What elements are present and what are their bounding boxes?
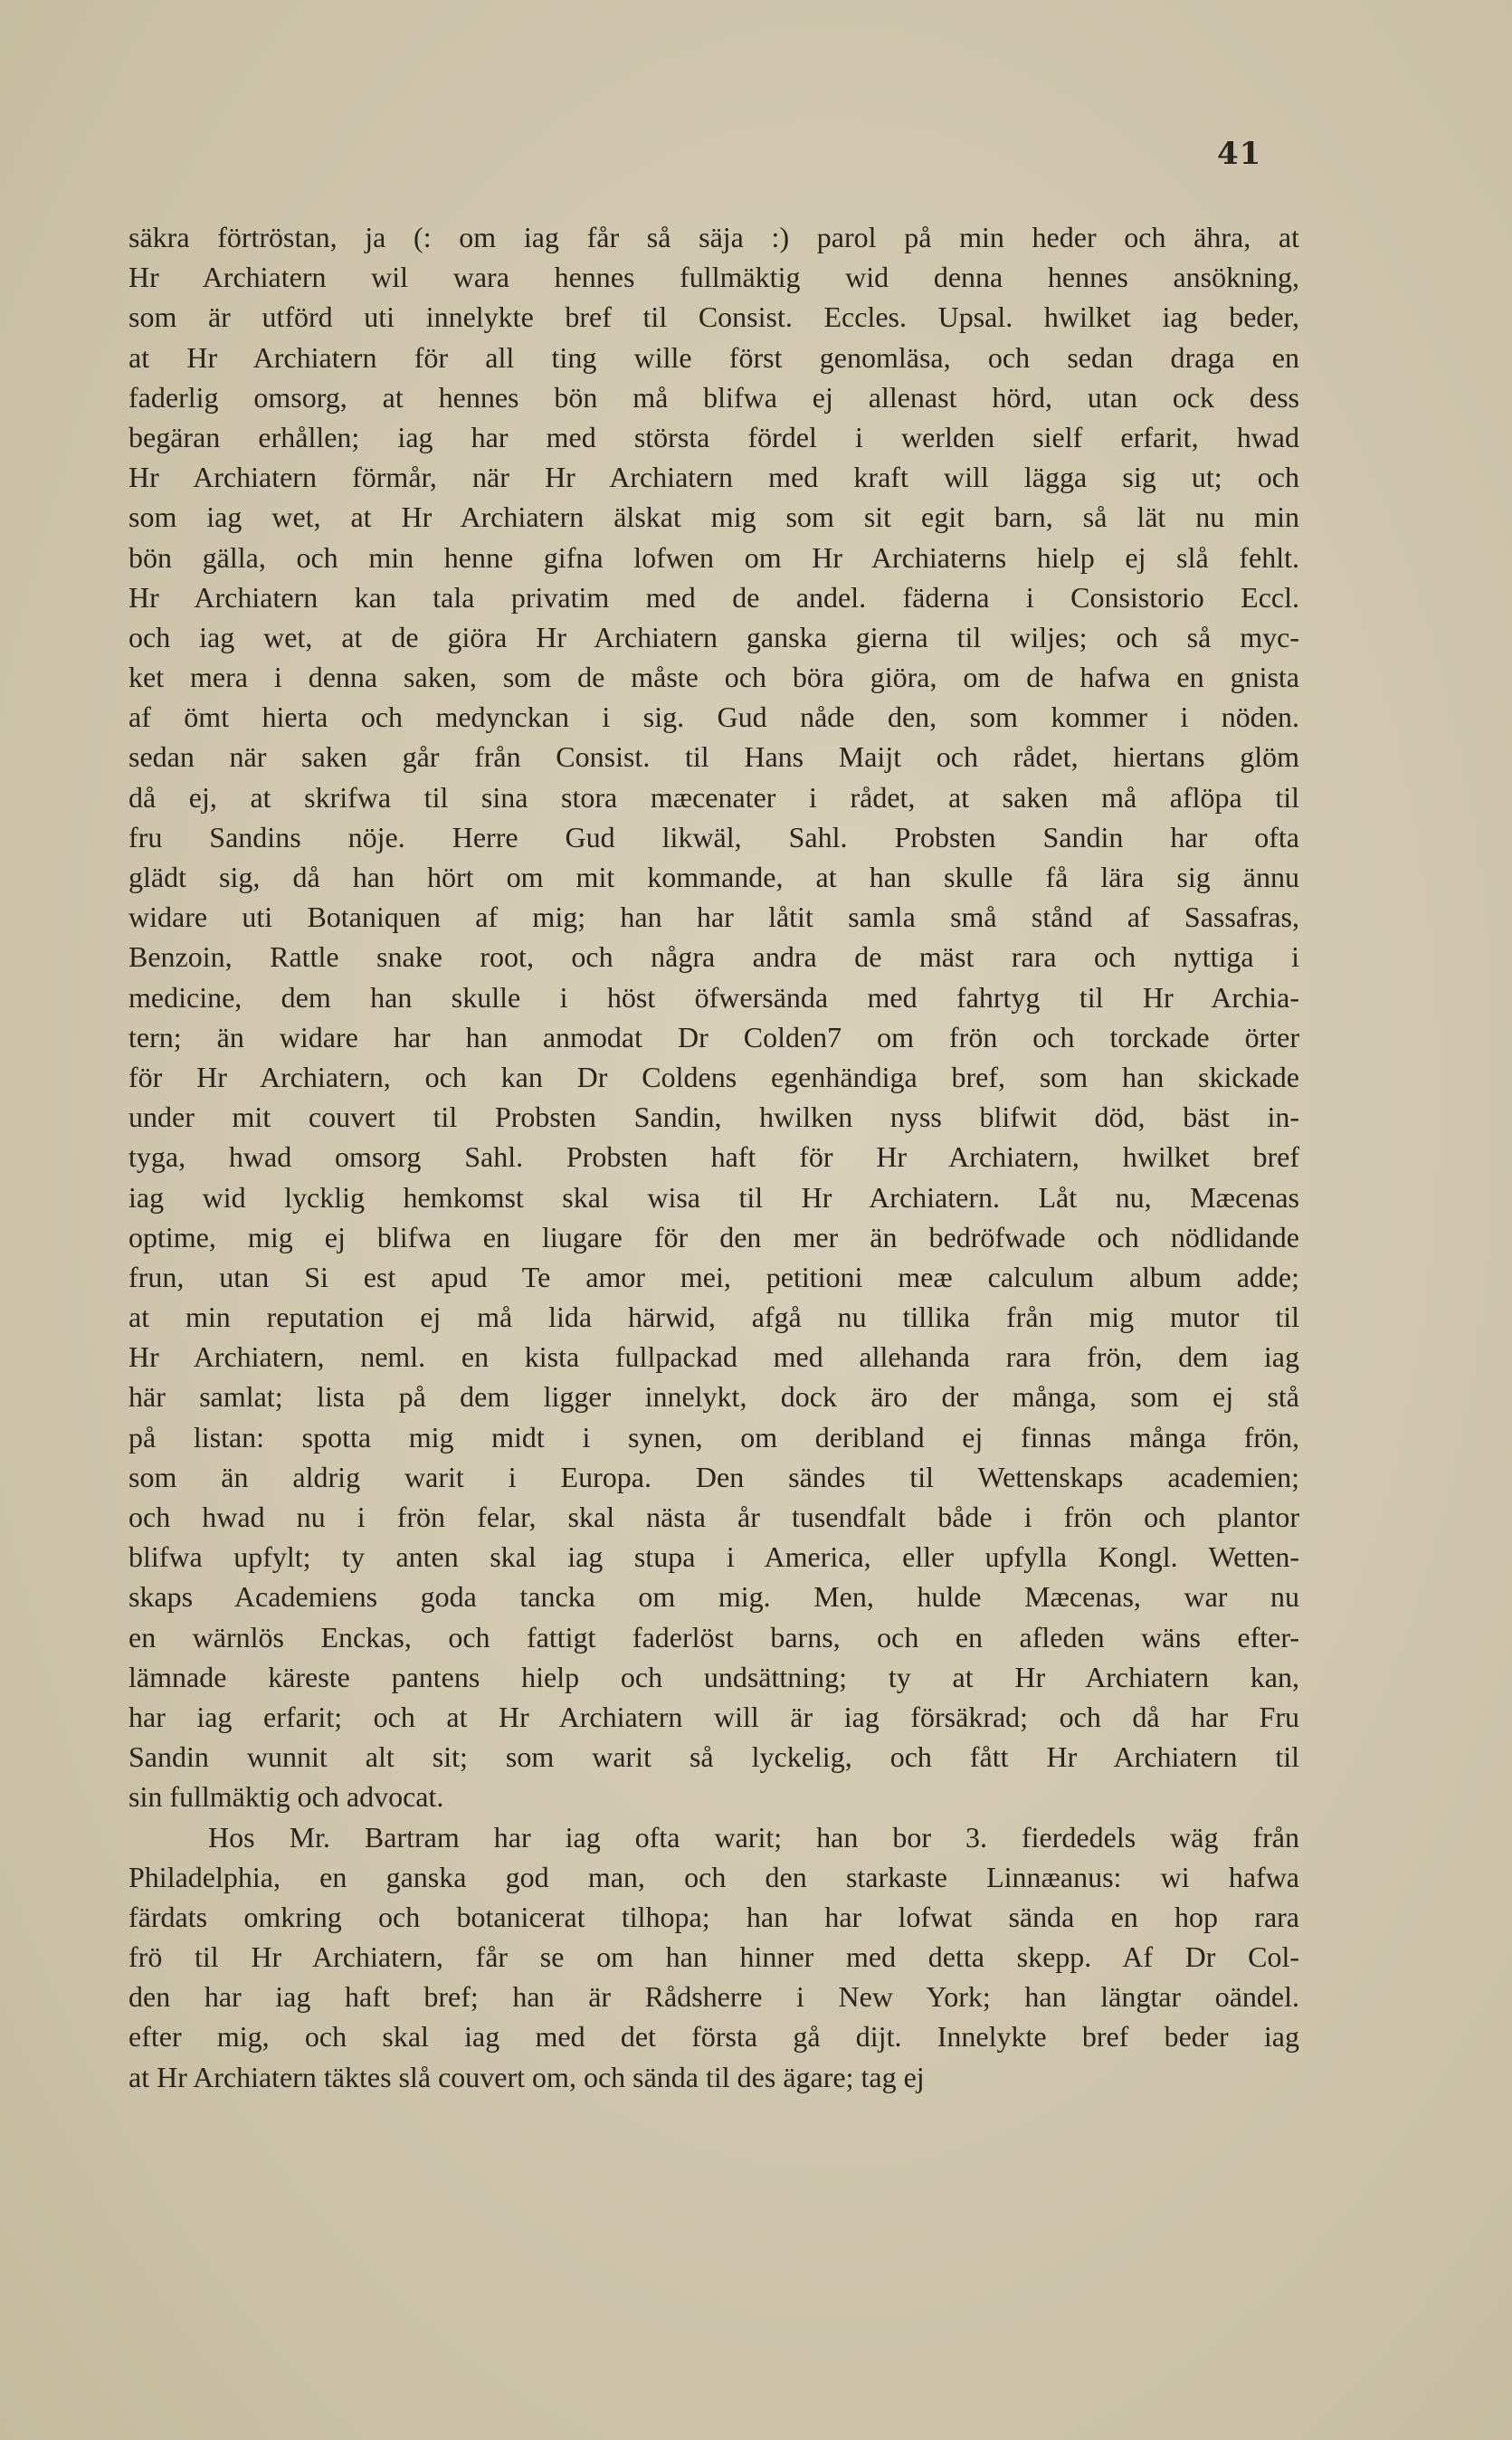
text-line: at min reputation ej må lida härwid, afgå nu tillika från mig mutor til [128,1301,1299,1334]
text-line: sedan när saken går från Consist. til Hans Maijt och rådet, hiertans glöm [128,740,1299,774]
text-line: Hr Archiatern, neml. en kista fullpackad med allehanda rara frön, dem iag [128,1340,1299,1374]
text-line: Sandin wunnit alt sit; som warit så lyckelig, och fått Hr Archiatern til [128,1740,1299,1774]
text-line: då ej, at skrifwa til sina stora mæcenater i rådet, at saken må aflöpa til [128,780,1299,814]
text-line: under mit couvert til Probsten Sandin, hwilken nyss blifwit död, bäst in- [128,1101,1299,1134]
text-line: och iag wet, at de giöra Hr Archiatern ganska gierna til wiljes; och så myc- [128,620,1299,653]
text-line: och hwad nu i frön felar, skal nästa år tusendfalt både i frön och plantor [128,1501,1299,1533]
text-line: för Hr Archiatern, och kan Dr Coldens egenhändiga bref, som han skickade [128,1060,1299,1093]
body-text [128,217,1299,2097]
text-line: tern; än widare har han anmodat Dr Colden7 om frön och torckade örter [128,1020,1299,1053]
text-line: tyga, hwad omsorg Sahl. Probsten haft för Hr Archiatern, hwilket bref [128,1140,1299,1174]
text-line: lämnade käreste pantens hielp och undsättning; ty at Hr Archiatern kan, [128,1660,1299,1693]
text-line: som är utförd uti innelykte bref til Consist. Eccles. Upsal. hwilket iag beder, [128,300,1299,334]
text-line: at Hr Archiatern täktes slå couvert om, och sända til des ägare; tag ej [128,2060,925,2093]
text-line: faderlig omsorg, at hennes bön må blifwa ej allenast hörd, utan ock dess [128,380,1299,414]
text-line: som iag wet, at Hr Archiatern älskat mig som sit egit barn, så lät nu min [128,500,1299,534]
text-line: iag wid lycklig hemkomst skal wisa til Hr Archiatern. Låt nu, Mæcenas [128,1180,1299,1214]
text-line: skaps Academiens goda tancka om mig. Men, hulde Mæcenas, war nu [128,1580,1299,1614]
text-line: glädt sig, då han hört om mit kommande, at han skulle få lära sig ännu [128,861,1299,893]
text-line: blifwa upfylt; ty anten skal iag stupa i America, eller upfylla Kongl. Wetten- [128,1540,1299,1574]
text-line: här samlat; lista på dem ligger innelykt, dock äro der många, som ej stå [128,1380,1299,1414]
text-line: sin fullmäktig och advocat. [128,1780,444,1814]
page-number: 41 [1217,136,1262,172]
text-line: bön gälla, och min henne gifna lofwen om Hr Archiaterns hielp ej slå fehlt. [128,540,1299,574]
text-line: en wärnlös Enckas, och fattigt faderlöst barns, och en afleden wäns efter- [128,1620,1299,1654]
text-line: optime, mig ej blifwa en liugare för den mer än bedröfwade och nödlidande [128,1220,1299,1253]
text-line: färdats omkring och botanicerat tilhopa; han har lofwat sända en hop rara [128,1900,1299,1933]
text-line: at Hr Archiatern för all ting wille först genomläsa, och sedan draga en [128,340,1299,374]
text-line: widare uti Botaniquen af mig; han har låtit samla små stånd af Sassafras, [128,901,1299,934]
text-line: medicine, dem han skulle i höst öfwersända med fahrtyg til Hr Archia- [128,980,1299,1014]
text-line: Hr Archiatern wil wara hennes fullmäktig wid denna hennes ansökning, [128,261,1299,294]
text-line: fru Sandins nöje. Herre Gud likwäl, Sahl. Probsten Sandin har ofta [128,820,1299,853]
text-line: den har iag haft bref; han är Rådsherre i New York; han längtar oändel. [128,1980,1299,2014]
text-line: begäran erhållen; iag har med största fördel i werlden sielf erfarit, hwad [128,420,1299,453]
text-line: efter mig, och skal iag med det första gå dijt. Innelykte bref beder iag [128,2020,1299,2054]
text-line: Hos Mr. Bartram har iag ofta warit; han bor 3. fierdedels wäg från [208,1820,1299,1854]
text-line: som än aldrig warit i Europa. Den sändes til Wettenskaps academien; [128,1460,1299,1493]
text-line: ket mera i denna saken, som de måste och böra giöra, om de hafwa en gnista [128,661,1299,694]
text-line: säkra förtröstan, ja (: om iag får så säja :) parol på min heder och ähra, at [128,221,1299,253]
text-line: Benzoin, Rattle snake root, och några andra de mäst rara och nyttiga i [128,940,1299,974]
text-line: Hr Archiatern förmår, när Hr Archiatern med kraft will lägga sig ut; och [128,461,1299,494]
text-line: frun, utan Si est apud Te amor mei, petitioni meæ calculum album adde; [128,1260,1299,1293]
text-line: har iag erfarit; och at Hr Archiatern will är iag försäkrad; och då har Fru [128,1700,1299,1733]
text-line: på listan: spotta mig midt i synen, om deribland ej finnas många frön, [128,1420,1299,1454]
text-line: frö til Hr Archiatern, får se om han hinner med detta skepp. Af Dr Col- [128,1940,1299,1974]
text-line: af ömt hierta och medynckan i sig. Gud nåde den, som kommer i nöden. [128,701,1299,734]
text-line: Philadelphia, en ganska god man, och den starkaste Linnæanus: wi hafwa [128,1860,1299,1893]
text-line: Hr Archiatern kan tala privatim med de andel. fäderna i Consistorio Eccl. [128,580,1299,614]
